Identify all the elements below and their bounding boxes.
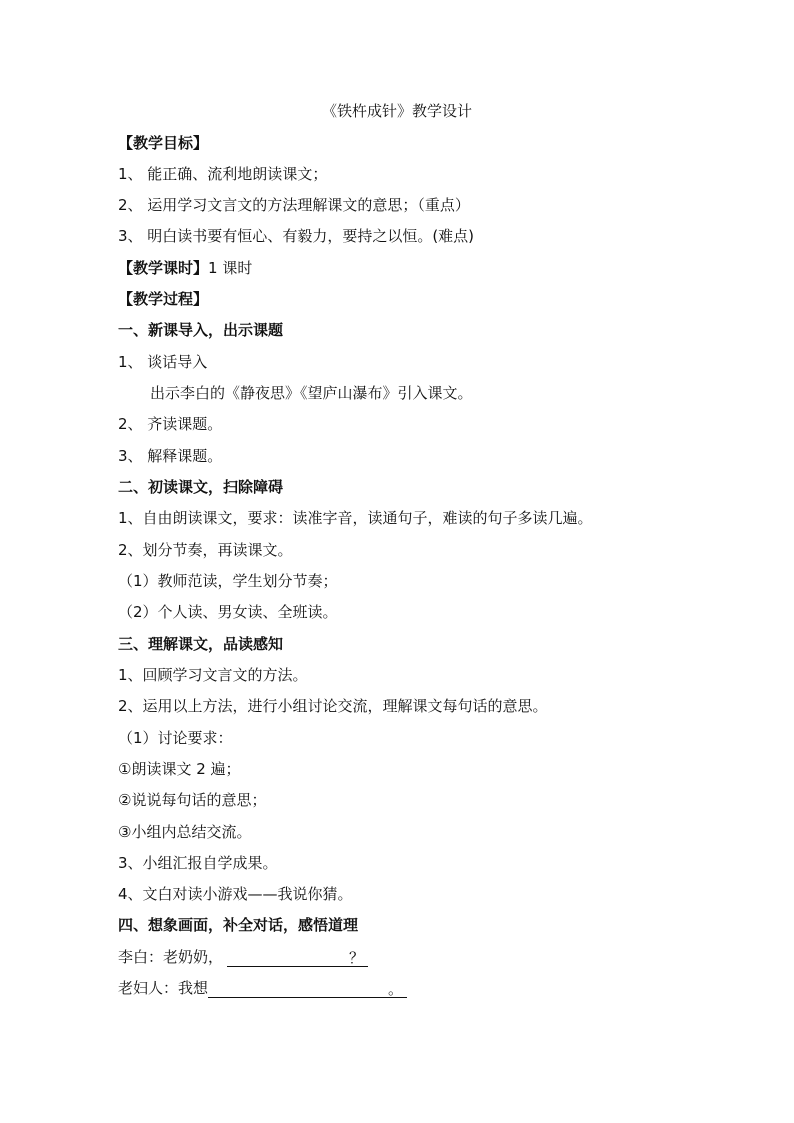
dialogue-2-speaker: 老妇人：我想 [118, 979, 209, 997]
dialogue-1-end-mark: ？ [347, 948, 368, 967]
section3-line-7: 3、小组汇报自学成果。 [118, 854, 278, 872]
objective-item-3: 3、 明白读书要有恒心、有毅力，要持之以恒。(难点) [118, 227, 475, 245]
dialogue-2-end-mark: 。 [386, 979, 407, 998]
hours-value: 1 课时 [208, 259, 253, 277]
objective-item-2: 2、 运用学习文言文的方法理解课文的意思；（重点） [118, 196, 470, 214]
section1-line-2: 出示李白的《静夜思》《望庐山瀑布》引入课文。 [150, 384, 473, 402]
dialogue-1-speaker: 李白：老奶奶， [118, 948, 224, 966]
hours-heading: 【教学课时】 [118, 259, 209, 277]
section3-line-5: ②说说每句话的意思； [118, 791, 267, 809]
section2-line-2: 2、划分节奏，再读课文。 [118, 541, 293, 559]
section1-line-4: 3、 解释课题。 [118, 447, 223, 465]
fill-in-blank-2 [208, 979, 386, 998]
document-title: 《铁杵成针》教学设计 [321, 102, 472, 120]
section3-line-3: （1）讨论要求： [118, 729, 233, 747]
section2-heading: 二、初读课文，扫除障碍 [118, 478, 284, 496]
section2-line-4: （2）个人读、男女读、全班读。 [118, 603, 338, 621]
section3-line-6: ③小组内总结交流。 [118, 823, 252, 841]
section3-line-1: 1、回顾学习文言文的方法。 [118, 666, 308, 684]
fill-in-blank-1 [227, 948, 347, 967]
section3-line-4: ①朗读课文 2 遍； [118, 760, 241, 778]
hours-line [118, 258, 252, 278]
process-heading: 【教学过程】 [118, 290, 209, 308]
section3-heading: 三、理解课文，品读感知 [118, 635, 284, 653]
section3-line-2: 2、运用以上方法，进行小组讨论交流，理解课文每句话的意思。 [118, 697, 548, 715]
section1-line-1: 1、 谈话导入 [118, 353, 208, 371]
objective-item-1: 1、 能正确、流利地朗读课文； [118, 165, 328, 183]
section3-line-8: 4、文白对读小游戏——我说你猜。 [118, 885, 353, 903]
objectives-heading: 【教学目标】 [118, 134, 209, 152]
section1-line-3: 2、 齐读课题。 [118, 415, 223, 433]
section4-heading: 四、想象画面，补全对话，感悟道理 [118, 916, 359, 934]
section2-line-1: 1、自由朗读课文，要求：读准字音，读通句子，难读的句子多读几遍。 [118, 509, 593, 527]
dialogue-line-2 [118, 978, 407, 998]
section1-heading: 一、新课导入，出示课题 [118, 321, 284, 339]
dialogue-line-1 [118, 947, 368, 967]
section2-line-3: （1）教师范读，学生划分节奏； [118, 572, 338, 590]
